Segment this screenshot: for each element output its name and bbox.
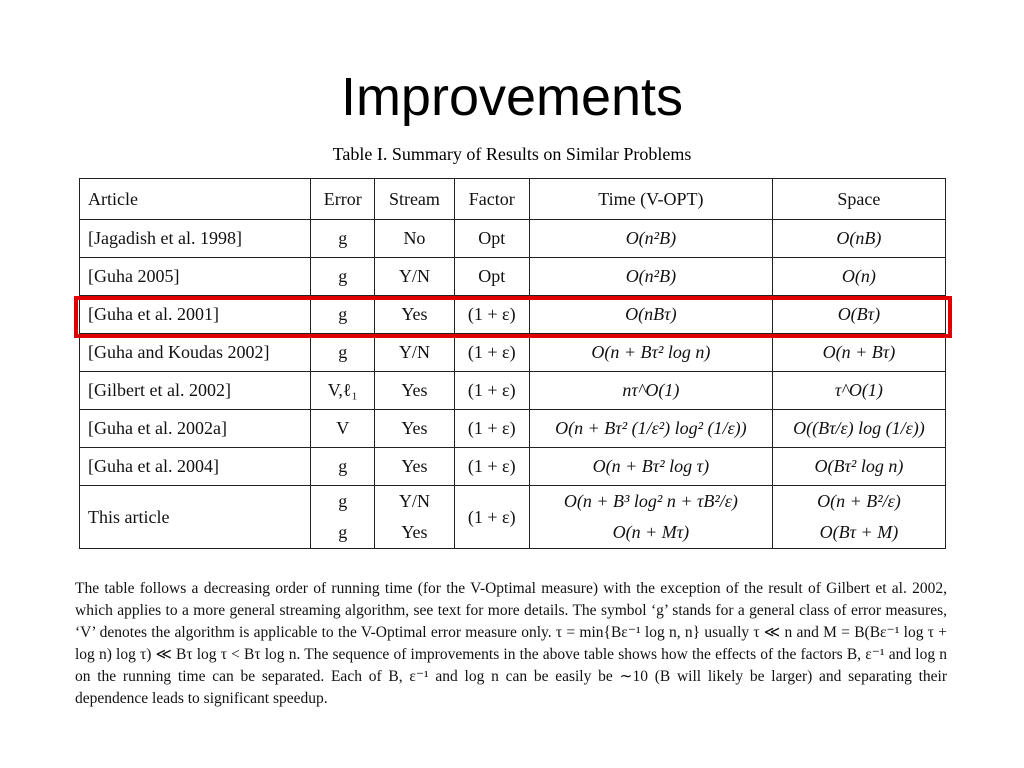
- cell-space: O(nB): [772, 220, 945, 258]
- table-header-row: [80, 179, 946, 220]
- cell-time: O(n²B): [529, 220, 772, 258]
- header-time: Time (V-OPT): [529, 179, 772, 220]
- cell-article: [Guha et al. 2001]: [80, 296, 311, 334]
- cell-factor: Opt: [454, 258, 529, 296]
- table-caption: Table I. Summary of Results on Similar Problems: [332, 144, 692, 164]
- cell-factor: (1 + ε): [454, 372, 529, 410]
- results-table: [79, 178, 946, 549]
- cell-stream: Yes: [375, 448, 454, 486]
- cell-stream: No: [375, 220, 454, 258]
- cell-error-line: g: [338, 522, 348, 542]
- header-stream: Stream: [375, 179, 454, 220]
- cell-space: O(n + Bτ): [772, 334, 945, 372]
- table-footnote: The table follows a decreasing order of running time (for the V-Optimal measure) with the exception of the result of Gilbert et al. 2002, which applies to a more general streaming algorithm, see text for more details. The symbol ‘g’ stands for a general class of error measures, ‘V’ denotes the algorithm is applicable to the V-Optimal error measure only. τ = min{Bε⁻¹ log n, n} usually τ ≪ n and M = B(Bε⁻¹ log τ + log n) log τ) ≪ Bτ log τ < Bτ log n. The sequence of improvements in the above table shows how the effects of the factors B, ε⁻¹ and log n on the running time can be separated. Each of B, ε⁻¹ and log n can be easily be ∼10 (B will likely be larger) and separating their dependence leads to significant speedup.: [75, 580, 947, 707]
- slide-title: Improvements: [340, 67, 684, 127]
- cell-time: O(n + Bτ² (1/ε²) log² (1/ε)): [529, 410, 772, 448]
- table-row: [80, 220, 946, 258]
- cell-factor: [454, 486, 529, 549]
- cell-time: O(n²B): [529, 258, 772, 296]
- cell-error: g: [311, 334, 375, 372]
- table-row: [80, 410, 946, 448]
- cell-article: [Guha 2005]: [80, 258, 311, 296]
- cell-stream-line: Yes: [401, 522, 428, 542]
- cell-article: [Guha et al. 2002a]: [80, 410, 311, 448]
- cell-stream: Yes: [375, 410, 454, 448]
- cell-time: [529, 486, 772, 549]
- cell-space: O((Bτ/ε) log (1/ε)): [772, 410, 945, 448]
- cell-space: [772, 486, 945, 549]
- header-factor: Factor: [454, 179, 529, 220]
- cell-error: V: [311, 410, 375, 448]
- cell-time-line: O(n + Mτ): [612, 522, 690, 542]
- table-row: [80, 448, 946, 486]
- cell-space: τ^O(1): [772, 372, 945, 410]
- cell-factor: (1 + ε): [454, 334, 529, 372]
- cell-space-line: O(Bτ + M): [819, 522, 899, 542]
- cell-error: g: [311, 220, 375, 258]
- row-highlight-box: [74, 296, 952, 338]
- cell-factor: (1 + ε): [454, 296, 529, 334]
- table-row-this-article: [80, 486, 946, 549]
- cell-stream: Y/N: [375, 334, 454, 372]
- cell-error: g: [311, 448, 375, 486]
- cell-article: [Gilbert et al. 2002]: [80, 372, 311, 410]
- cell-time-line: O(n + B³ log² n + τB²/ε): [563, 491, 738, 511]
- cell-time: nτ^O(1): [529, 372, 772, 410]
- cell-space: O(Bτ): [772, 296, 945, 334]
- cell-time: O(nBτ): [529, 296, 772, 334]
- cell-stream-line: Y/N: [398, 491, 430, 511]
- table-row: [80, 334, 946, 372]
- cell-stream: Y/N: [375, 258, 454, 296]
- table-row: [80, 258, 946, 296]
- header-space: Space: [772, 179, 945, 220]
- table-row: [80, 372, 946, 410]
- cell-error: V,ℓ₁: [311, 372, 375, 410]
- cell-article: [80, 486, 311, 549]
- cell-error: g: [311, 296, 375, 334]
- cell-article: [Jagadish et al. 1998]: [80, 220, 311, 258]
- cell-factor: (1 + ε): [454, 410, 529, 448]
- cell-error: g: [311, 258, 375, 296]
- cell-error: [311, 486, 375, 549]
- cell-stream: Yes: [375, 372, 454, 410]
- cell-error-line: g: [338, 491, 348, 511]
- cell-time: O(n + Bτ² log n): [529, 334, 772, 372]
- cell-stream: [375, 486, 454, 549]
- cell-article-text: This article: [88, 507, 170, 527]
- cell-factor: (1 + ε): [454, 448, 529, 486]
- cell-space: O(Bτ² log n): [772, 448, 945, 486]
- cell-factor: Opt: [454, 220, 529, 258]
- header-article: Article: [80, 179, 311, 220]
- cell-space-line: O(n + B²/ε): [817, 491, 901, 511]
- cell-factor-line: (1 + ε): [467, 506, 516, 527]
- cell-stream: Yes: [375, 296, 454, 334]
- cell-article: [Guha and Koudas 2002]: [80, 334, 311, 372]
- cell-space: O(n): [772, 258, 945, 296]
- cell-time: O(n + Bτ² log τ): [529, 448, 772, 486]
- cell-article: [Guha et al. 2004]: [80, 448, 311, 486]
- header-error: Error: [311, 179, 375, 220]
